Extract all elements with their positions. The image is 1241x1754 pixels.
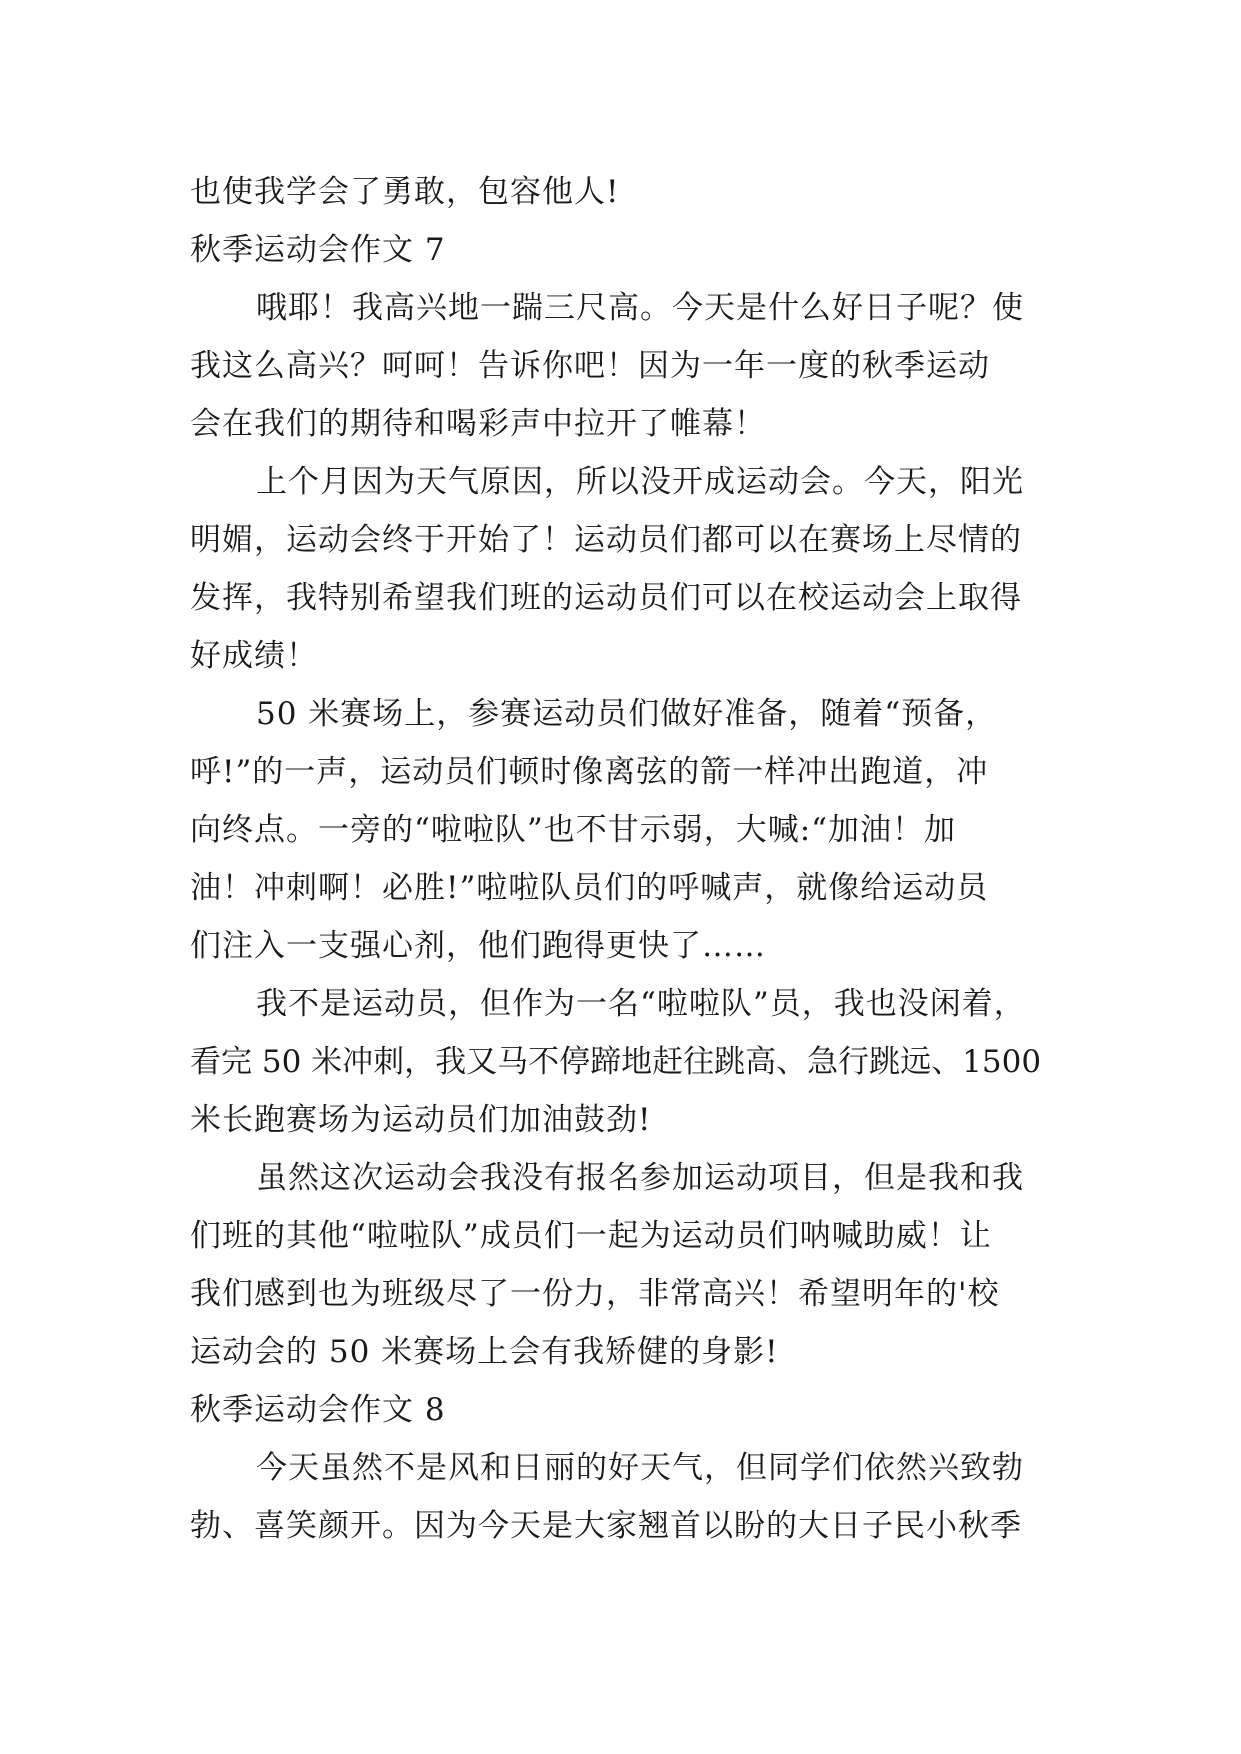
- text-line: 也使我学会了勇敢，包容他人!: [190, 174, 620, 210]
- section-heading: 秋季运动会作文 8: [190, 1392, 446, 1428]
- text-line: 勃、喜笑颜开。因为今天是大家翘首以盼的大日子民小秋季: [190, 1508, 1022, 1544]
- text-line: 们班的其他“啦啦队”成员们一起为运动员们呐喊助威！让: [190, 1218, 992, 1254]
- text-line: 今天虽然不是风和日丽的好天气，但同学们依然兴致勃: [256, 1450, 1024, 1486]
- text-line: 向终点。一旁的“啦啦队”也不甘示弱，大喊:“加油！加: [190, 812, 956, 848]
- text-line: 会在我们的期待和喝彩声中拉开了帷幕！: [190, 406, 766, 442]
- text-line: 虽然这次运动会我没有报名参加运动项目，但是我和我: [256, 1160, 1024, 1196]
- text-line: 运动会的 50 米赛场上会有我矫健的身影!: [190, 1334, 779, 1370]
- text-line: 我不是运动员，但作为一名“啦啦队”员，我也没闲着，: [256, 986, 1026, 1022]
- text-line: 们注入一支强心剂，他们跑得更快了……: [190, 928, 766, 964]
- text-line: 米长跑赛场为运动员们加油鼓劲!: [190, 1102, 652, 1138]
- text-line: 油！冲刺啊！必胜!”啦啦队员们的呼喊声，就像给运动员: [190, 870, 989, 906]
- text-line: 呼!”的一声，运动员们顿时像离弦的箭一样冲出跑道，冲: [190, 754, 989, 790]
- text-line: 50 米赛场上，参赛运动员们做好准备，随着“预备，: [256, 696, 998, 732]
- text-line: 哦耶！我高兴地一踹三尺高。今天是什么好日子呢？使: [256, 290, 1024, 326]
- text-line: 好成绩！: [190, 638, 318, 674]
- text-line: 上个月因为天气原因，所以没开成运动会。今天，阳光: [256, 464, 1024, 500]
- document-text: [190, 163, 1050, 1555]
- text-line: 我这么高兴？呵呵！告诉你吧！因为一年一度的秋季运动: [190, 348, 990, 384]
- text-line: 明媚，运动会终于开始了！运动员们都可以在赛场上尽情的: [190, 522, 1022, 558]
- section-heading: 秋季运动会作文 7: [190, 232, 446, 268]
- text-line: 发挥，我特别希望我们班的运动员们可以在校运动会上取得: [190, 580, 1022, 616]
- text-line: 看完 50 米冲刺，我又马不停蹄地赶往跳高、急行跳远、1500: [190, 1044, 1042, 1080]
- text-line: 我们感到也为班级尽了一份力，非常高兴！希望明年的'校: [190, 1276, 1000, 1312]
